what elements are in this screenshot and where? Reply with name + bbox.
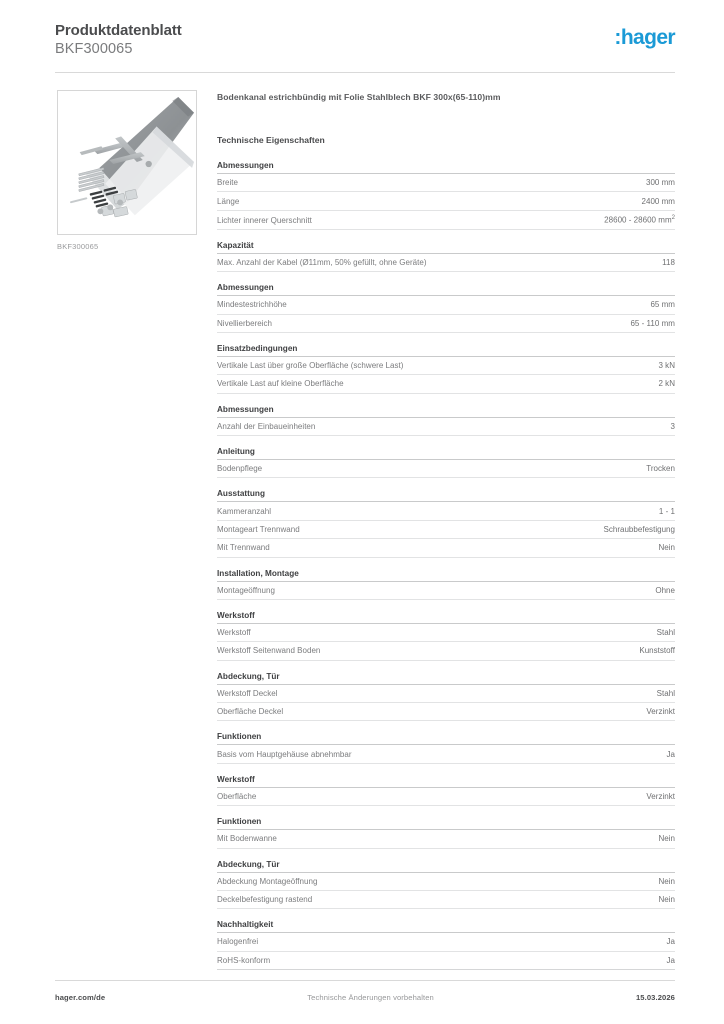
- spec-label: Vertikale Last auf kleine Oberfläche: [217, 375, 446, 393]
- floor-duct-illustration: [58, 91, 196, 234]
- spec-value: 65 mm: [446, 296, 675, 314]
- spec-value: Kunststoff: [446, 642, 675, 660]
- header-divider: [55, 72, 675, 73]
- spec-value: Ja: [446, 933, 675, 951]
- spec-group-header: [217, 272, 675, 296]
- spec-group-header: [217, 660, 675, 684]
- spec-value: 28600 - 28600 $mm^2$: [446, 210, 675, 229]
- spec-group-label: Anleitung: [217, 436, 675, 460]
- spec-label: Nivellierbereich: [217, 314, 446, 332]
- spec-value: 2400 mm: [446, 192, 675, 210]
- spec-label: Mindestestrichhöhe: [217, 296, 446, 314]
- logo-colon-icon: :: [614, 26, 621, 49]
- page-title: Produktdatenblatt: [55, 22, 182, 39]
- spec-group-label: Abdeckung, Tür: [217, 848, 675, 872]
- spec-group-header: [217, 478, 675, 502]
- spec-group-header: [217, 909, 675, 933]
- unit-superscript: 2: [671, 214, 675, 221]
- table-row: [217, 520, 675, 538]
- product-reference: BKF300065: [55, 40, 133, 57]
- table-row: [217, 684, 675, 702]
- spec-value: 3 kN: [446, 356, 675, 374]
- spec-label: Werkstoff Seitenwand Boden: [217, 642, 446, 660]
- spec-group-header: [217, 393, 675, 417]
- spec-label: Lichter innerer Querschnitt: [217, 210, 446, 229]
- table-row: [217, 192, 675, 210]
- spec-value: 3: [446, 417, 675, 435]
- spec-group-header: [217, 721, 675, 745]
- spec-label: Abdeckung Montageöffnung: [217, 872, 446, 890]
- spec-group-header: [217, 229, 675, 253]
- table-row: [217, 174, 675, 192]
- table-row: [217, 417, 675, 435]
- spec-value: 1 - 1: [446, 502, 675, 520]
- spec-value: 65 - 110 mm: [446, 314, 675, 332]
- spec-group-label: Abmessungen: [217, 393, 675, 417]
- table-row: [217, 581, 675, 599]
- main-content: [217, 92, 675, 970]
- footer-divider: [55, 980, 675, 981]
- footer-website[interactable]: hager.com/de: [55, 993, 106, 1002]
- spec-label: Werkstoff Deckel: [217, 684, 446, 702]
- spec-value: 118: [446, 253, 675, 271]
- spec-value: Ohne: [446, 581, 675, 599]
- spec-label: Länge: [217, 192, 446, 210]
- table-row: [217, 830, 675, 848]
- spec-label: Mit Bodenwanne: [217, 830, 446, 848]
- spec-label: Montageart Trennwand: [217, 520, 446, 538]
- spec-label: Kammeranzahl: [217, 502, 446, 520]
- spec-group-label: Funktionen: [217, 721, 675, 745]
- spec-label: Montageöffnung: [217, 581, 446, 599]
- spec-group-label: Werkstoff: [217, 599, 675, 623]
- table-row: [217, 296, 675, 314]
- specifications-table: [217, 161, 675, 970]
- table-row: [217, 375, 675, 393]
- spec-label: RoHS-konform: [217, 951, 446, 969]
- table-row: [217, 745, 675, 763]
- spec-group-label: Abmessungen: [217, 161, 675, 174]
- spec-value: Nein: [446, 890, 675, 908]
- spec-group-header: [217, 599, 675, 623]
- spec-value: Nein: [446, 830, 675, 848]
- product-title: Bodenkanal estrichbündig mit Folie Stahlblech BKF 300x(65-110)mm: [217, 92, 501, 102]
- spec-value: 300 mm: [446, 174, 675, 192]
- table-row: [217, 502, 675, 520]
- hager-logo: [614, 27, 675, 48]
- table-row: [217, 872, 675, 890]
- page-header: [55, 22, 675, 58]
- spec-label: Werkstoff: [217, 623, 446, 641]
- table-row: [217, 539, 675, 557]
- spec-group-label: Einsatzbedingungen: [217, 332, 675, 356]
- spec-group-header: [217, 436, 675, 460]
- spec-group-header: [217, 806, 675, 830]
- logo-wordmark: hager: [620, 26, 675, 49]
- table-row: [217, 787, 675, 805]
- spec-label: Anzahl der Einbaueinheiten: [217, 417, 446, 435]
- spec-value: Stahl: [446, 623, 675, 641]
- product-image-block: [57, 90, 197, 251]
- table-row: [217, 623, 675, 641]
- product-thumbnail: [57, 90, 197, 235]
- section-heading-technical: Technische Eigenschaften: [217, 135, 325, 145]
- spec-value: Nein: [446, 872, 675, 890]
- spec-value: Ja: [446, 745, 675, 763]
- spec-group-label: Werkstoff: [217, 763, 675, 787]
- footer-date: 15.03.2026: [635, 993, 675, 1002]
- spec-label: Oberfläche Deckel: [217, 703, 446, 721]
- table-row: [217, 314, 675, 332]
- spec-group-label: Abdeckung, Tür: [217, 660, 675, 684]
- title-block: [55, 22, 182, 58]
- spec-group-label: Kapazität: [217, 229, 675, 253]
- spec-label: Basis vom Hauptgehäuse abnehmbar: [217, 745, 446, 763]
- spec-group-header: [217, 557, 675, 581]
- spec-group-label: Nachhaltigkeit: [217, 909, 675, 933]
- spec-value: Ja: [446, 951, 675, 969]
- spec-label: Halogenfrei: [217, 933, 446, 951]
- spec-value: Schraubbefestigung: [446, 520, 675, 538]
- table-row: [217, 642, 675, 660]
- spec-value: 2 kN: [446, 375, 675, 393]
- footer-disclaimer: Technische Änderungen vorbehalten: [307, 993, 434, 1002]
- spec-value: Verzinkt: [446, 703, 675, 721]
- spec-value: Nein: [446, 539, 675, 557]
- spec-group-label: Installation, Montage: [217, 557, 675, 581]
- specifications-body: [217, 161, 675, 970]
- table-row: [217, 253, 675, 271]
- spec-group-header: [217, 763, 675, 787]
- table-row: [217, 460, 675, 478]
- spec-group-header: [217, 161, 675, 174]
- table-row: [217, 890, 675, 908]
- spec-group-header: [217, 848, 675, 872]
- spec-group-label: Ausstattung: [217, 478, 675, 502]
- thumbnail-caption: BKF300065: [57, 242, 99, 251]
- spec-label: Mit Trennwand: [217, 539, 446, 557]
- page-footer: [55, 993, 675, 1002]
- spec-label: Breite: [217, 174, 446, 192]
- table-row: [217, 951, 675, 969]
- table-row: [217, 356, 675, 374]
- spec-label: Max. Anzahl der Kabel (Ø11mm, 50% gefüllt, ohne Geräte): [217, 253, 446, 271]
- table-row: [217, 210, 675, 229]
- table-row: [217, 703, 675, 721]
- spec-group-label: Abmessungen: [217, 272, 675, 296]
- spec-label: Vertikale Last über große Oberfläche (schwere Last): [217, 356, 446, 374]
- spec-label: Oberfläche: [217, 787, 446, 805]
- spec-value: Stahl: [446, 684, 675, 702]
- spec-group-header: [217, 332, 675, 356]
- spec-label: Deckelbefestigung rastend: [217, 890, 446, 908]
- spec-group-label: Funktionen: [217, 806, 675, 830]
- table-row: [217, 933, 675, 951]
- spec-label: Bodenpflege: [217, 460, 446, 478]
- spec-value: Verzinkt: [446, 787, 675, 805]
- spec-value: Trocken: [446, 460, 675, 478]
